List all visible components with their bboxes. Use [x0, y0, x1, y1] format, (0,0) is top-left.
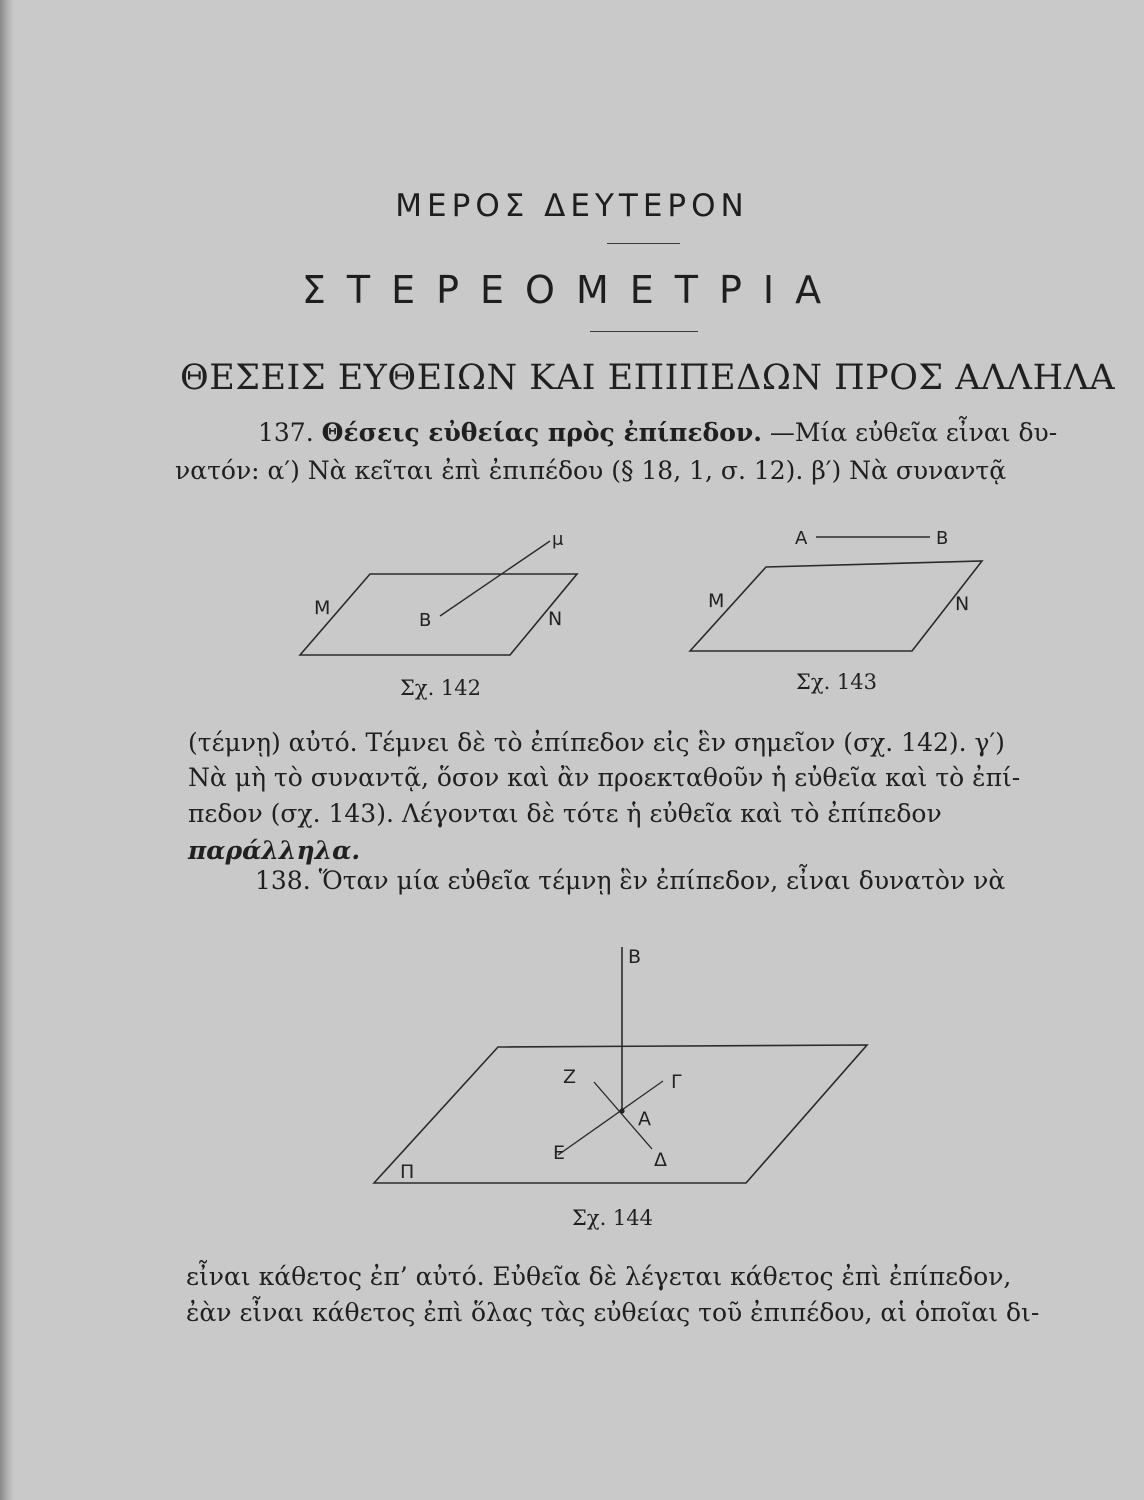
label-Z: Ζ — [563, 1066, 577, 1088]
label-mu: μ — [552, 529, 564, 550]
foot-point — [619, 1108, 624, 1113]
figure-142-caption: Σχ. 142 — [400, 676, 482, 700]
figure-143-caption: Σχ. 143 — [796, 670, 878, 694]
label-G: Γ — [671, 1071, 682, 1093]
section-number: 138. — [255, 866, 311, 895]
label-A: Α — [795, 528, 808, 549]
section-title: Θέσεις εὐθείας πρὸς ἐπίπεδον. — [321, 418, 762, 447]
label-B: Β — [419, 610, 432, 631]
paragraph-line: ἐὰν εἶναι κάθετος ἐπὶ ὅλας τὰς εὐθείας τοῦ ἐπιπέδου, αἱ ὁποῖαι δι- — [186, 1298, 1040, 1327]
figure-143-diagram — [680, 525, 990, 665]
label-M: Μ — [314, 597, 331, 619]
label-B: Β — [628, 946, 642, 968]
label-P: Π — [400, 1161, 415, 1183]
section-number: 137. — [258, 418, 314, 447]
chapter-heading: ΘΕΣΕΙΣ ΕΥΘΕΙΩΝ ΚΑΙ ΕΠΙΠΕΔΩΝ ΠΡΟΣ ΑΛΛΗΛΑ — [180, 358, 1116, 398]
book-title: ΣΤΕΡΕΟΜΕΤΡΙΑ — [301, 268, 843, 312]
divider-rule — [590, 331, 698, 332]
label-E: Ε — [553, 1142, 566, 1164]
section-138-line-1 — [255, 866, 1005, 896]
label-D: Δ — [654, 1149, 667, 1171]
paragraph-line: πεδον (σχ. 143). Λέγονται δὲ τότε ἡ εὐθεῖα καὶ τὸ ἐπίπεδον — [188, 799, 942, 828]
intersecting-line — [440, 541, 550, 616]
paragraph-line: εἶναι κάθετος ἐπ’ αὐτό. Εὐθεῖα δὲ λέγεται κάθετος ἐπὶ ἐπίπεδον, — [186, 1262, 1012, 1291]
section-137-line-2: νατόν: α′) Νὰ κεῖται ἐπὶ ἐπιπέδου (§ 18, 1, σ. 12). β′) Νὰ συναντᾷ — [175, 456, 1007, 485]
paragraph-line: Νὰ μὴ τὸ συναντᾷ, ὅσον καὶ ἂν προεκταθοῦν ἡ εὐθεῖα καὶ τὸ ἐπί- — [188, 763, 1021, 792]
section-137-line-1 — [258, 418, 1057, 448]
label-N: Ν — [955, 593, 970, 615]
plane-parallelogram — [690, 561, 982, 651]
label-N: Ν — [548, 608, 563, 630]
figure-144-diagram — [360, 935, 880, 1195]
plane-parallelogram — [374, 1045, 867, 1183]
label-A: Α — [638, 1108, 651, 1130]
figure-142-diagram — [290, 525, 590, 665]
plane-parallelogram — [300, 574, 577, 655]
part-heading: ΜΕΡΟΣ ΔΕΥΤΕΡΟΝ — [395, 188, 749, 224]
section-text: —Μία εὐθεῖα εἶναι δυ- — [769, 418, 1058, 447]
label-B: Β — [936, 528, 949, 549]
figure-144-caption: Σχ. 144 — [572, 1206, 654, 1230]
section-text: Ὅταν μία εὐθεῖα τέμνῃ ἓν ἐπίπεδον, εἶναι δυνατὸν νὰ — [318, 866, 1006, 895]
divider-rule — [607, 243, 680, 244]
paragraph-line-emphasis: παράλληλα. — [188, 836, 361, 865]
paragraph-line: (τέμνῃ) αὐτό. Τέμνει δὲ τὸ ἐπίπεδον εἰς ἓν σημεῖον (σχ. 142). γ′) — [188, 728, 1005, 757]
page-binding-edge — [0, 0, 14, 1500]
label-M: Μ — [708, 590, 725, 612]
